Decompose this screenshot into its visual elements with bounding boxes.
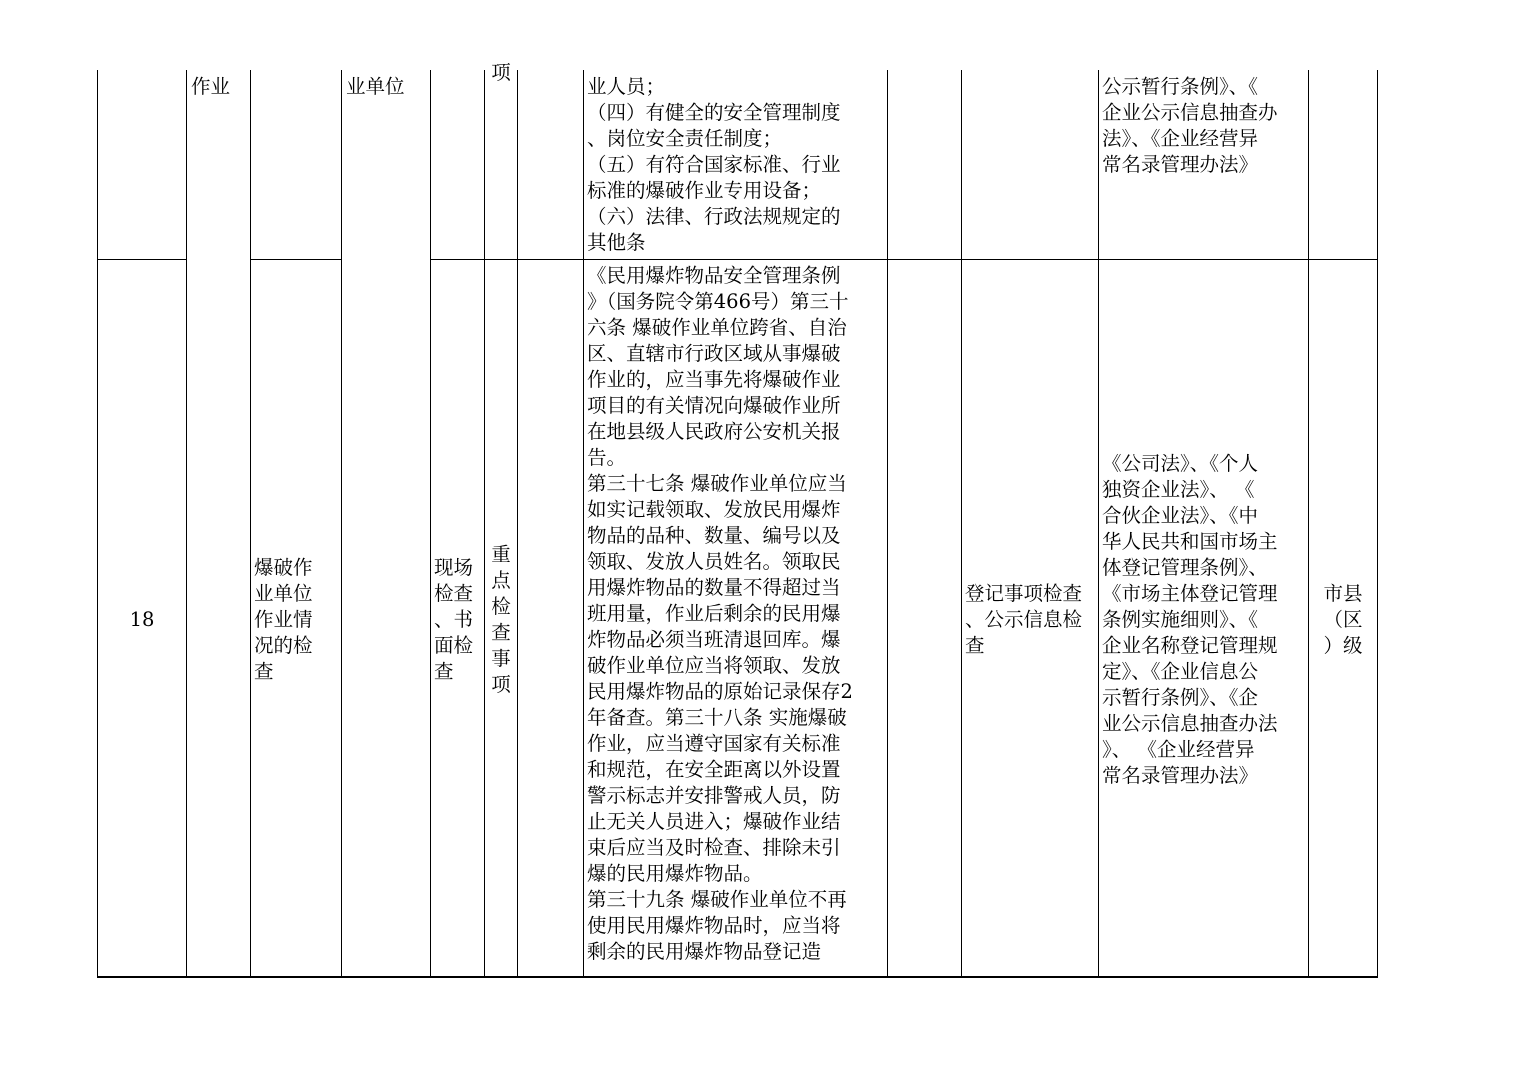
- prev-subject: 业单位: [346, 75, 405, 98]
- prev-reg-basis: 公示暂行条例》、《 企业公示信息抽查办 法》、《企业经营异 常名录管理办法》: [1102, 75, 1278, 176]
- col-line-11: [1308, 70, 1309, 977]
- col-line-12: [1377, 70, 1378, 977]
- col-line-0: [97, 70, 98, 977]
- col-line-9: [961, 70, 962, 977]
- col-line-7: [583, 70, 584, 977]
- row-number: 18: [129, 608, 155, 631]
- row-separator-c: [430, 259, 1377, 260]
- item-category: 重 点 检 查 事 项: [491, 543, 511, 696]
- col-line-1: [186, 70, 187, 977]
- table-bottom-border: [97, 976, 1378, 978]
- col-line-6: [517, 70, 518, 977]
- prev-item-type: 作业: [191, 75, 231, 98]
- col-line-10: [1098, 70, 1099, 977]
- col-line-2: [250, 70, 251, 977]
- col-line-4: [430, 70, 431, 977]
- item-name: 爆破作 业单位 作业情 况的检 查: [254, 556, 313, 683]
- col-line-8: [887, 70, 888, 977]
- registration-basis: 《公司法》、《个人 独资企业法》、 《 合伙企业法》、《中 华人民共和国市场主 体登记管理条例》、 《市场主体登记管理 条例实施细则》、《 企业名称登记管理规 定》、《企业信息公 示暂行条例》、《企 业公示信息抽查办法 》、 《企业经营异 常名录管理办法》: [1102, 452, 1278, 787]
- admin-level: 市县 （区 ）级: [1323, 582, 1363, 657]
- prev-category: 项: [491, 61, 511, 84]
- inspection-method: 现场 检查 、书 面检 查: [434, 556, 474, 683]
- legal-basis: 《民用爆炸物品安全管理条例 》（国务院令第466号）第三十 六条 爆破作业单位跨省、自治 区、直辖市行政区域从事爆破 作业的，应当事先将爆破作业 项目的有关情况向爆破作业所 在地县级人民政府公安机关报 告。 第三十七条 爆破作业单位应当 如实记载领取、发放民用爆炸 物品的品种、数量、编号以及 领取、发放人员姓名。领取民 用爆炸物品的数量不得超过当 班用量，作业后剩余的民用爆 炸物品必须当班清退回库。爆 破作业单位应当将领取、发放 民用爆炸物品的原始记录保存2 年备查。第三十八条 实施爆破 作业，应当遵守国家有关标准 和规范，在安全距离以外设置 警示标志并安排警戒人员，防 止无关人员进入；爆破作业结 束后应当及时检查、排除未引 爆的民用爆炸物品。 第三十九条 爆破作业单位不再 使用民用爆炸物品时，应当将 剩余的民用爆炸物品登记造: [587, 264, 853, 963]
- row-separator-a: [97, 259, 186, 260]
- row-separator-b: [250, 259, 341, 260]
- prev-basis: 业人员； （四）有健全的安全管理制度 、岗位安全责任制度； （五）有符合国家标准、行业 标准的爆破作业专用设备； （六）法律、行政法规规定的 其他条: [587, 75, 841, 254]
- col-line-3: [341, 70, 342, 977]
- registration-items: 登记事项检查 、公示信息检 查: [965, 582, 1083, 657]
- col-line-5: [484, 70, 485, 977]
